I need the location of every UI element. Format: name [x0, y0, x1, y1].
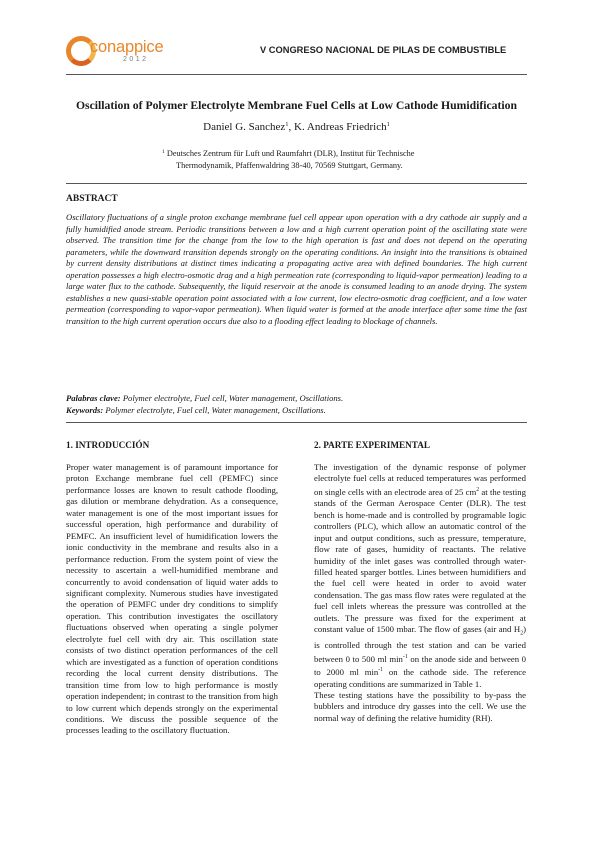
- abstract-heading: ABSTRACT: [66, 194, 118, 204]
- paper-title: Oscillation of Polymer Electrolyte Membrane Fuel Cells at Low Cathode Humidification: [75, 99, 518, 112]
- abstract-divider-bottom: [66, 422, 527, 423]
- section-1-paragraph: Proper water management is of paramount importance for proton Exchange membrane fuel cell (PEMFC) since performance losses are known to result cathode flooding, gas dilution or membrane dehydration. As a consequence, water management is one of the most important issues for successful operation, high performance and durability of PEMFC. An insufficient level of humidification lowers the ionic conductivity in the membrane and results also in a performance reduction. From the system point of view the necessity to ascertain a well-humidified membrane and concurrently to avoid condensation of liquid water adds to significant complexity. Numerous studies have investigated the operation of PEMFC under dry conditions to simplify operation. This contribution investigates the oscillatory fluctuations observed when operating a single polymer electrolyte fuel cell with dry air. This oscillation state consists of two distinct operation performances of the cell which are investigated as a function of operation conditions recording the local current density distributions. The transition time from low to high performance is mostly operation independent; in contrast to the transition from high to low current which depends strongly on the experimental conditions. We discuss the possible sequence of the processes leading to the oscillatory fluctuation.: [66, 462, 278, 736]
- author-2-affil-mark: 1: [386, 121, 390, 128]
- affiliation: [162, 147, 462, 171]
- author-1: Daniel G. Sanchez: [203, 121, 286, 133]
- keywords-spanish-label: Palabras clave:: [66, 393, 121, 403]
- header-divider: [66, 74, 527, 75]
- conference-title: V CONGRESO NACIONAL DE PILAS DE COMBUSTIBLE: [260, 45, 507, 55]
- affil-line-2: Thermodynamik, Pfaffenwaldring 38-40, 70569 Stuttgart, Germany.: [176, 160, 403, 170]
- section-2-text: [314, 462, 526, 724]
- author-1-affil-mark: 1: [285, 121, 289, 128]
- section-1-heading: 1. INTRODUCCIÓN: [66, 440, 150, 450]
- conappice-logo: [66, 36, 176, 70]
- keywords-spanish-text: Polymer electrolyte, Fuel cell, Water management, Oscillations.: [122, 393, 344, 403]
- section-2-paragraph-1: The investigation of the dynamic response of polymer electrolyte fuel cells at reduced temperatures was performed on single cells with an electrode area of 25 $cm^2$ at the testing stands of the German Aerospace Center (DLR). The test bench is home-made and is controlled by programable logic controllers (PLC), which allow an automatic control of the input and output conditions, such as pressure, temperature, flow rate of gases, humidity of reactants. The relative humidity of the inlet gases was controlled through water-filled heated sparger bottles. Lines between humidifiers and the fuel cell were heated in order to avoid water condensation. The gas mass flow rates were regulated at the fuel cell inlets whereas the pressure was controlled at the outlets. The pressure was fixed for the experiment at constant value of 1500 mbar. The flow of gases (air and $H_2$) is controlled through the test station and can be varied between 0 to 500 ml $\min^{-1}$ on the anode side and between 0 to 2000 ml $\min^{-1}$ on the cathode side. The reference operating conditions are summarized in Table 1.: [314, 462, 527, 689]
- logo-year: 2012: [123, 56, 149, 63]
- keywords-spanish: [66, 393, 527, 405]
- author-2: , K. Andreas Friedrich: [288, 121, 387, 133]
- keywords-english: [66, 405, 527, 417]
- keywords-english-label: Keywords:: [66, 405, 104, 415]
- logo-name: conappice: [90, 38, 164, 56]
- affil-mark: 1: [162, 149, 165, 155]
- section-1-text: [66, 462, 278, 737]
- section-2-paragraph-2: These testing stations have the possibility to by-pass the bubblers and introduce dry gasses into the cell. We use the normal way of defining the relative humidity (RH).: [314, 690, 526, 723]
- abstract-divider-top: [66, 183, 527, 184]
- affil-line-1: Deutsches Zentrum für Luft und Raumfahrt (DLR), Institut für Technische: [166, 149, 415, 158]
- section-2-heading: 2. PARTE EXPERIMENTAL: [314, 440, 430, 450]
- keywords-english-text: Polymer electrolyte, Fuel cell, Water management, Oscillations.: [105, 405, 326, 415]
- abstract-text: Oscillatory fluctuations of a single proton exchange membrane fuel cell appear upon operation with a dry cathode air supply and a fully humidified anode stream. Periodic transitions between a low and a high current operation point of the oscillating state were observed. The transition time for the change from the low to the high operation is fast and does not depend on the operating parameters, while the downward transition depends strongly on the operating conditions. An insight into the transitions is obtained by current density distributions at distinct times indicating a propagating active area with defined boundaries. The high current operation possesses a high electro-osmotic drag and a high permeation rate (corresponding to liquid-vapor permeation) leading to a large water flux to the cathode. Subsequently, the liquid reservoir at the anode is consumed leading to an anode drying. The system establishes a new quasi-stable operation point associated with a low current, low electro-osmotic drag coefficient, and a low water permeation (corresponding to vapor-vapor permeation). When liquid water is formed at the anode interface after some time the fast transition to the high current operation occurs due also to a flooding effect leading to blockage of channels.: [66, 212, 527, 326]
- authors: [66, 121, 527, 133]
